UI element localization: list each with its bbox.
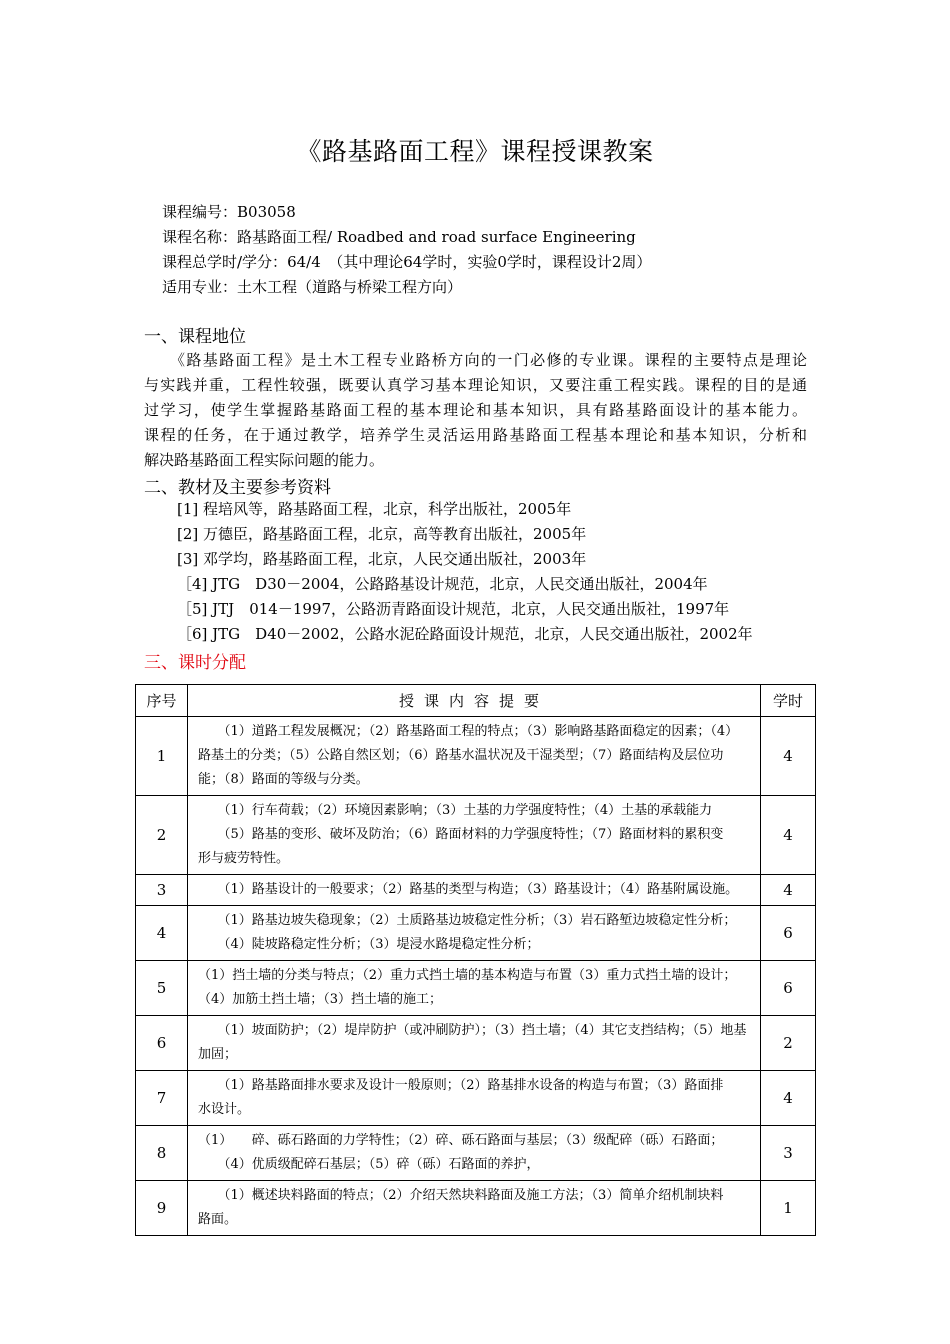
section-heading-course-position: 一、课程地位 xyxy=(144,327,246,347)
table-row xyxy=(136,796,816,875)
row-content xyxy=(188,1071,761,1126)
hours-allocation-table xyxy=(135,684,816,1236)
row-content-line: （1）路基路面排水要求及设计一般原则；（2）路基排水设备的构造与布置；（3）路面排 xyxy=(198,1078,724,1093)
row-hours: 1 xyxy=(761,1181,816,1236)
row-content-line: （1） 碎、砾石路面的力学特性；（2）碎、砾石路面与基层；（3）级配碎（砾）石路面； xyxy=(198,1133,724,1148)
row-serial-number: 3 xyxy=(136,875,188,906)
meta-applicable-major xyxy=(162,275,651,300)
table-row xyxy=(136,1071,816,1126)
paragraph-line: 过学习，使学生掌握路基路面工程的基本理论和基本知识，具有路基路面设计的基本能力。 xyxy=(144,401,807,419)
row-serial-number: 2 xyxy=(136,796,188,875)
row-content-line: （1）行车荷载；（2）环境因素影响；（3）土基的力学强度特性；（4）土基的承载能力 xyxy=(198,803,713,818)
table-body xyxy=(136,717,816,1236)
row-content-line: （1）路基边坡失稳现象；（2）土质路基边坡稳定性分析；（3）岩石路堑边坡稳定性分析； xyxy=(198,913,737,928)
section-heading-references: 二、教材及主要参考资料 xyxy=(144,478,331,498)
paragraph-line: 《路基路面工程》是土木工程专业路桥方向的一门必修的专业课。课程的主要特点是理论 xyxy=(170,351,807,369)
row-content-line: 能；（8）路面的等级与分类。 xyxy=(198,772,369,787)
row-content-line: 水设计。 xyxy=(198,1102,251,1117)
row-hours: 2 xyxy=(761,1016,816,1071)
meta-course-code xyxy=(162,200,651,225)
header-content-summary xyxy=(188,685,761,717)
row-serial-number: 9 xyxy=(136,1181,188,1236)
reference-item: ［5] JTJ 014－1997，公路沥青路面设计规范，北京，人民交通出版社，1997年 xyxy=(177,600,730,618)
row-content xyxy=(188,875,761,906)
row-content xyxy=(188,961,761,1016)
reference-item: ［4] JTG D30－2004，公路路基设计规范，北京，人民交通出版社，2004年 xyxy=(177,575,708,593)
table-row xyxy=(136,1016,816,1071)
row-content xyxy=(188,1126,761,1181)
course-meta xyxy=(162,200,651,300)
header-serial-number: 序号 xyxy=(136,685,188,717)
row-content-line: （4）陡坡路稳定性分析；（3）堤浸水路堤稳定性分析； xyxy=(198,937,540,952)
row-hours: 6 xyxy=(761,961,816,1016)
document-title: 《路基路面工程》课程授课教案 xyxy=(296,137,654,166)
row-content xyxy=(188,906,761,961)
row-hours: 3 xyxy=(761,1126,816,1181)
header-hours: 学时 xyxy=(761,685,816,717)
table-row xyxy=(136,1181,816,1236)
row-hours: 4 xyxy=(761,1071,816,1126)
meta-value: 路基路面工程/ Roadbed and road surface Engineering xyxy=(237,228,636,246)
row-content-line: （1）挡土墙的分类与特点；（2）重力式挡土墙的基本构造与布置（3）重力式挡土墙的设计； xyxy=(198,968,737,983)
row-hours: 4 xyxy=(761,796,816,875)
row-serial-number: 4 xyxy=(136,906,188,961)
header-content-label: 授课内容提要 xyxy=(398,692,549,710)
section-heading-hours-allocation: 三、课时分配 xyxy=(144,653,246,673)
meta-course-hours xyxy=(162,250,651,275)
meta-key: 课程编号： xyxy=(162,203,238,221)
paragraph-line: 课程的任务，在于通过教学，培养学生灵活运用路基路面工程基本理论和基本知识，分析和 xyxy=(144,426,807,444)
row-content xyxy=(188,1016,761,1071)
row-hours: 4 xyxy=(761,875,816,906)
row-serial-number: 5 xyxy=(136,961,188,1016)
table-row xyxy=(136,1126,816,1181)
meta-key: 适用专业： xyxy=(162,278,238,296)
row-content-line: （1）路基设计的一般要求；（2）路基的类型与构造；（3）路基设计；（4）路基附属设施。 xyxy=(198,882,739,897)
reference-list xyxy=(177,497,753,647)
row-content-line: 加固； xyxy=(198,1047,238,1062)
table-row xyxy=(136,717,816,796)
meta-course-name xyxy=(162,225,651,250)
reference-item: [2] 万德臣，路基路面工程，北京，高等教育出版社，2005年 xyxy=(177,525,587,543)
row-serial-number: 6 xyxy=(136,1016,188,1071)
meta-key: 课程总学时/学分： xyxy=(162,253,288,271)
reference-item: [3] 邓学均，路基路面工程，北京，人民交通出版社，2003年 xyxy=(177,550,587,568)
row-content-line: （4）优质级配碎石基层；（5）碎（砾）石路面的养护， xyxy=(198,1157,540,1172)
paragraph-line: 解决路基路面工程实际问题的能力。 xyxy=(144,451,385,469)
table-row xyxy=(136,906,816,961)
row-content-line: （5）路基的变形、破坏及防治；（6）路面材料的力学强度特性；（7）路面材料的累积变 xyxy=(198,827,724,842)
course-position-paragraph xyxy=(144,348,807,473)
row-content xyxy=(188,717,761,796)
row-content-line: 路基土的分类；（5）公路自然区划；（6）路基水温状况及干湿类型；（7）路面结构及层位功 xyxy=(198,748,724,763)
row-serial-number: 7 xyxy=(136,1071,188,1126)
reference-item: [1] 程培风等，路基路面工程，北京，科学出版社，2005年 xyxy=(177,500,572,518)
meta-key: 课程名称： xyxy=(162,228,238,246)
table-header-row xyxy=(136,685,816,717)
row-hours: 4 xyxy=(761,717,816,796)
table-row xyxy=(136,961,816,1016)
meta-value: 64/4 （其中理论64学时，实验0学时，课程设计2周） xyxy=(287,253,652,271)
table-row xyxy=(136,875,816,906)
row-serial-number: 1 xyxy=(136,717,188,796)
row-serial-number: 8 xyxy=(136,1126,188,1181)
row-content-line: 形与疲劳特性。 xyxy=(198,851,290,866)
paragraph-line: 与实践并重，工程性较强，既要认真学习基本理论知识，又要注重工程实践。课程的目的是通 xyxy=(144,376,807,394)
row-content xyxy=(188,1181,761,1236)
row-content xyxy=(188,796,761,875)
row-content-line: （4）加筋土挡土墙；（3）挡土墙的施工； xyxy=(198,992,443,1007)
row-content-line: （1）坡面防护；（2）堤岸防护（或冲刷防护）；（3）挡土墙；（4）其它支挡结构；（5）地基 xyxy=(198,1023,747,1038)
row-content-line: 路面。 xyxy=(198,1212,238,1227)
meta-value: B03058 xyxy=(237,203,296,221)
row-content-line: （1）概述块料路面的特点；（2）介绍天然块料路面及施工方法；（3）简单介绍机制块料 xyxy=(198,1188,724,1203)
row-hours: 6 xyxy=(761,906,816,961)
reference-item: ［6] JTG D40－2002，公路水泥砼路面设计规范，北京，人民交通出版社，2002年 xyxy=(177,625,753,643)
meta-value: 土木工程（道路与桥梁工程方向） xyxy=(237,278,463,296)
row-content-line: （1）道路工程发展概况；（2）路基路面工程的特点；（3）影响路基路面稳定的因素；（4） xyxy=(198,724,739,739)
